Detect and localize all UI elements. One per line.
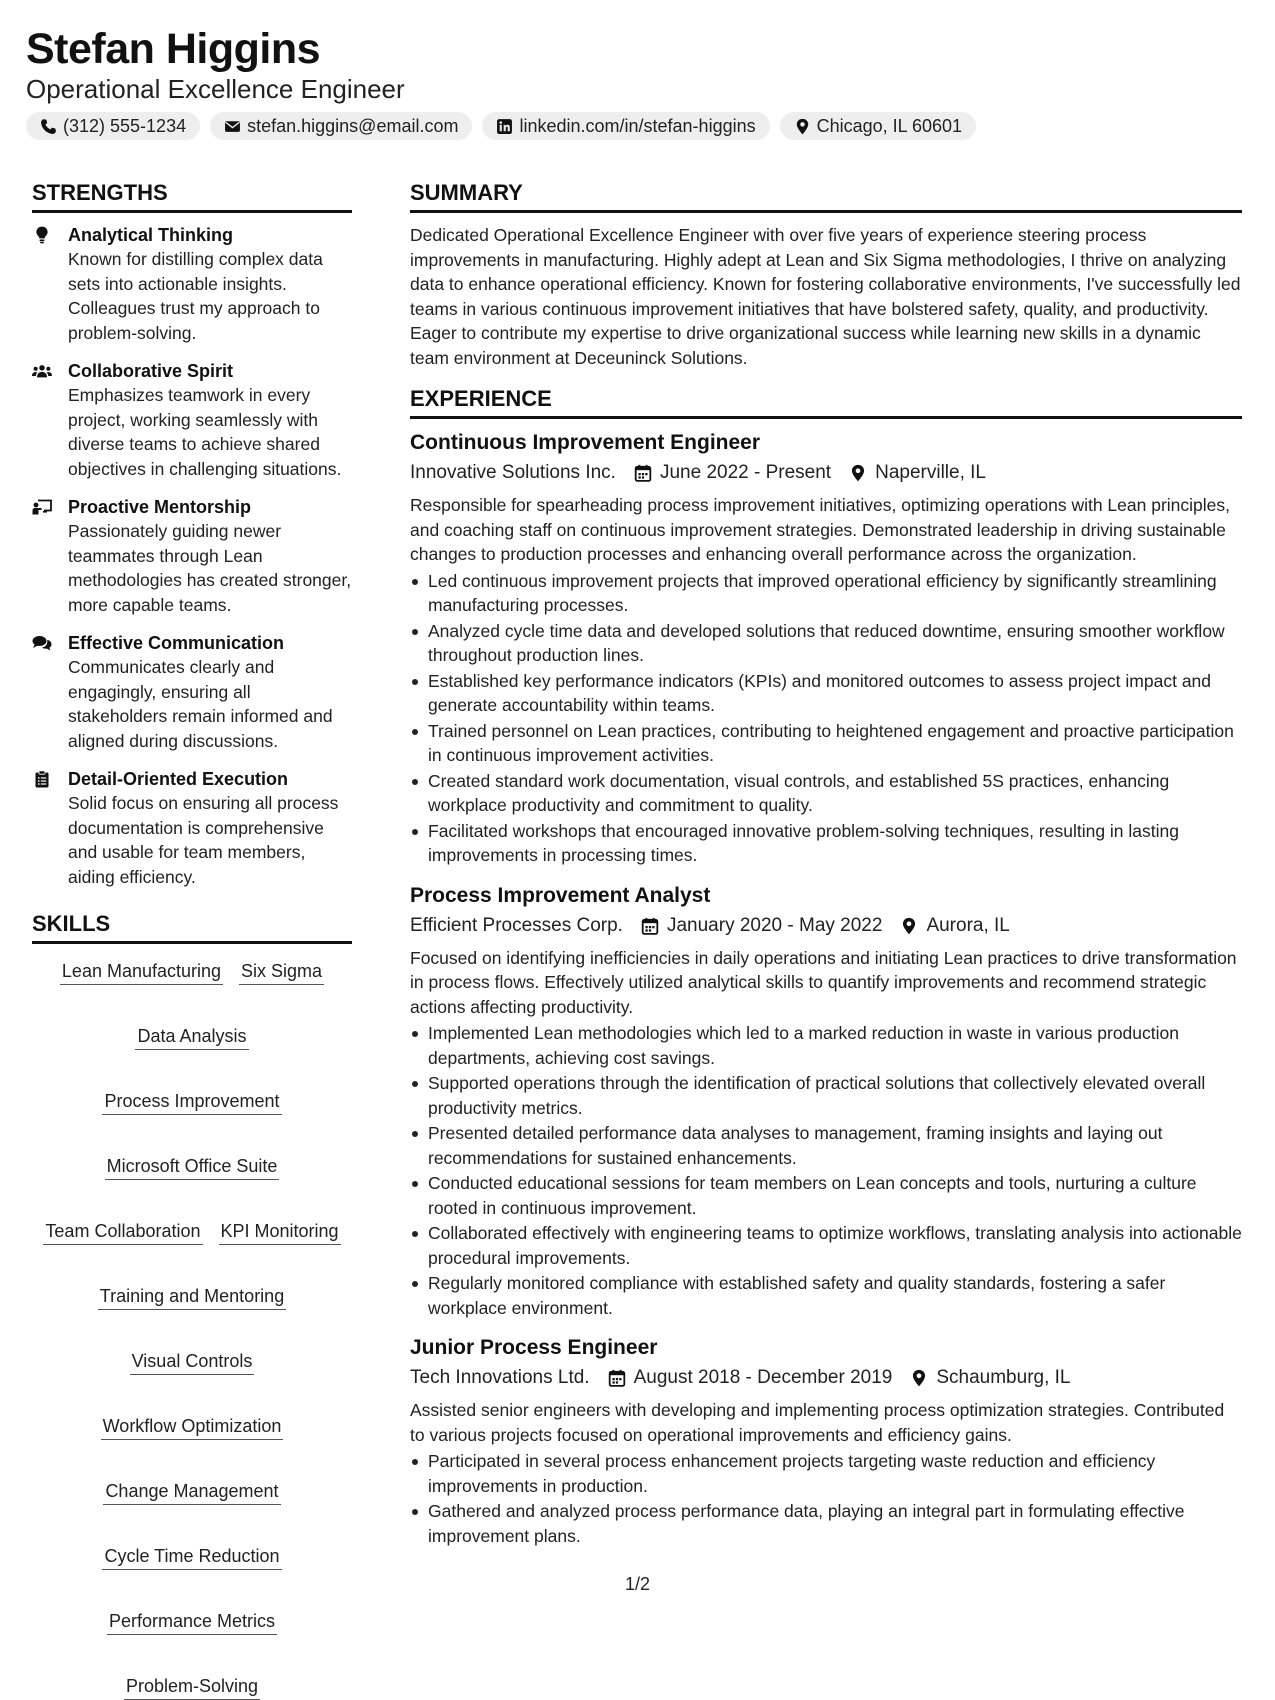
job-title: Continuous Improvement Engineer [410,431,761,454]
skill-tag: Workflow Optimization [101,1415,284,1440]
job-title: Process Improvement Analyst [410,883,711,907]
strength-title: Collaborative Spirit [68,361,234,381]
experience-heading: EXPERIENCE [410,386,1242,419]
skill-tag: Team Collaboration [43,1220,202,1245]
skill-tag: Six Sigma [239,960,324,985]
job-bullet: Conducted educational sessions for team members on Lean concepts and tools, nurturing a culture rooted in continuous improvement. [410,1171,1242,1220]
contact-phone-text: (312) 555-1234 [63,115,187,136]
job-bullet: Created standard work documentation, visual controls, and established 5S practices, enhancing workplace productivity and commitment to quality. [410,769,1242,818]
skill-tag: Cycle Time Reduction [102,1545,281,1570]
left-column [32,180,352,1700]
calendar-icon [608,1369,626,1387]
page-number: 1/2 [624,1574,651,1594]
job-description: Responsible for spearheading process improvement initiatives, optimizing operations with Lean principles, and coaching staff on continuous improvement strategies. Demonstrated leadership in driving sustainable changes to production processes and enhancing overall performance across the organization. [410,495,1231,564]
skill-tag: KPI Monitoring [219,1220,341,1245]
job-bullet: Presented detailed performance data analyses to management, framing insights and laying out recommendations for sustained enhancements. [410,1121,1242,1170]
skills-heading: SKILLS [32,911,352,944]
contact-linkedin[interactable] [482,112,769,140]
contact-phone[interactable] [26,112,200,140]
strength-title: Analytical Thinking [68,225,234,245]
contact-email[interactable] [210,112,472,140]
contact-location-text: Chicago, IL 60601 [816,115,963,136]
summary-heading: SUMMARY [410,180,1242,213]
skill-tag: Process Improvement [102,1090,281,1115]
job-title: Junior Process Engineer [410,1336,658,1359]
calendar-icon [641,917,659,935]
job-company: Innovative Solutions Inc. [410,462,616,483]
strength-title: Effective Communication [68,633,285,653]
job-bullet: Facilitated workshops that encouraged innovative problem-solving techniques, resulting in lasting improvements in processing times. [410,819,1242,868]
lightbulb-icon [32,226,52,244]
strength-desc: Known for distilling complex data sets into actionable insights. Colleagues trust my approach to problem-solving. [68,249,323,343]
strength-title: Detail-Oriented Execution [68,769,289,789]
clipboard-list-icon [32,770,52,788]
job-bullet: Supported operations through the identification of practical solutions that collectively elevated overall productivity metrics. [410,1071,1242,1120]
strength-item [32,767,352,889]
job-bullet: Regularly monitored compliance with established safety and quality standards, fostering a safer workplace environment. [410,1271,1242,1320]
strength-item [32,359,352,481]
job-bullet: Trained personnel on Lean practices, contributing to heightened engagement and proactive participation in continuous improvement activities. [410,719,1242,768]
job-bullet: Implemented Lean methodologies which led to a marked reduction in waste in various production departments, achieving cost savings. [410,1021,1242,1070]
strengths-heading: STRENGTHS [32,180,352,213]
job-company: Efficient Processes Corp. [410,914,623,936]
skill-tag: Change Management [103,1480,280,1505]
job-company: Tech Innovations Ltd. [410,1367,590,1388]
contact-location[interactable] [780,112,976,140]
contact-email-text: stefan.higgins@email.com [247,115,459,136]
job-description: Focused on identifying inefficiencies in daily operations and initiating Lean practices to drive transformation in process flows. Effectively utilized analytical skills to quantify improvements and recommend strategic actions affecting productivity. [410,947,1237,1017]
location-icon [794,118,811,135]
job-dates: June 2022 - Present [659,462,832,483]
candidate-name: Stefan Higgins [26,25,321,73]
job-bullet: Gathered and analyzed process performance data, playing an integral part in formulating effective improvement plans. [410,1499,1242,1548]
strength-item [32,631,352,753]
job-meta [410,459,1242,487]
summary-text: Dedicated Operational Excellence Engineer with over five years of experience steering process improvements in manufacturing. Highly adept at Lean and Six Sigma methodologies, I thrive on analyzing data to enhance operational efficiency. Known for fostering collaborative environments, I've successfully led teams in various continuous improvement initiatives that have bolstered safety, quality, and productivity. Eager to contribute my expertise to drive organizational success while learning new skills in a dynamic team environment at Deceuninck Solutions. [410,225,1241,368]
job-entry [410,882,1242,1321]
strength-desc: Emphasizes teamwork in every project, working seamlessly with diverse teams to achieve shared objectives in challenging situations. [68,385,342,479]
envelope-icon [224,118,241,135]
strength-title: Proactive Mentorship [68,497,252,517]
job-bullet: Collaborated effectively with engineering teams to optimize workflows, translating analysis into actionable procedural improvements. [410,1221,1242,1270]
candidate-title: Operational Excellence Engineer [26,74,405,104]
job-location: Schaumburg, IL [936,1367,1071,1388]
skill-tag: Microsoft Office Suite [105,1155,280,1180]
strength-desc: Communicates clearly and engagingly, ensuring all stakeholders remain informed and aligned during discussions. [68,657,333,751]
skill-tag: Training and Mentoring [98,1285,286,1310]
skill-tag: Data Analysis [135,1025,248,1050]
job-dates: August 2018 - December 2019 [633,1367,893,1388]
job-bullet: Analyzed cycle time data and developed solutions that reduced downtime, ensuring smoother workflow throughout production lines. [410,619,1242,668]
job-entry [410,1334,1242,1548]
job-bullet: Established key performance indicators (KPIs) and monitored outcomes to assess project impact and generate accountability within teams. [410,669,1242,718]
comments-icon [32,634,52,652]
users-icon [32,362,52,380]
location-icon [900,917,918,935]
skill-tag: Performance Metrics [107,1610,277,1635]
job-bullets [410,569,1242,868]
job-meta [410,1364,1242,1392]
contact-linkedin-text: linkedin.com/in/stefan-higgins [519,115,756,136]
job-dates: January 2020 - May 2022 [666,914,883,936]
chalkboard-teacher-icon [32,498,52,516]
strength-desc: Solid focus on ensuring all process documentation is comprehensive and usable for team members, aiding efficiency. [68,793,339,887]
strength-desc: Passionately guiding newer teammates through Lean methodologies has created stronger, more capable teams. [68,521,352,615]
job-bullets [410,1449,1242,1548]
right-column [410,180,1242,1562]
strength-item [32,223,352,345]
job-bullet: Led continuous improvement projects that improved operational efficiency by significantly streamlining manufacturing processes. [410,569,1242,618]
calendar-icon [634,464,652,482]
job-bullet: Participated in several process enhancement projects targeting waste reduction and efficiency improvements in production. [410,1449,1242,1498]
job-description: Assisted senior engineers with developing and implementing process optimization strategies. Contributed to various projects focused on operational improvements and efficiency gains. [410,1400,1225,1445]
location-icon [849,464,867,482]
strength-item [32,495,352,617]
contact-bar [26,112,1246,140]
job-bullets [410,1021,1242,1320]
skill-tag: Problem-Solving [124,1675,260,1700]
skill-tag: Visual Controls [130,1350,255,1375]
job-entry [410,429,1242,868]
job-meta [410,912,1242,940]
skill-tag: Lean Manufacturing [60,960,223,985]
job-location: Aurora, IL [926,914,1010,936]
phone-icon [40,118,57,135]
resume-header [26,26,1246,140]
linkedin-icon [496,118,513,135]
job-location: Naperville, IL [875,462,986,483]
location-icon [910,1369,928,1387]
